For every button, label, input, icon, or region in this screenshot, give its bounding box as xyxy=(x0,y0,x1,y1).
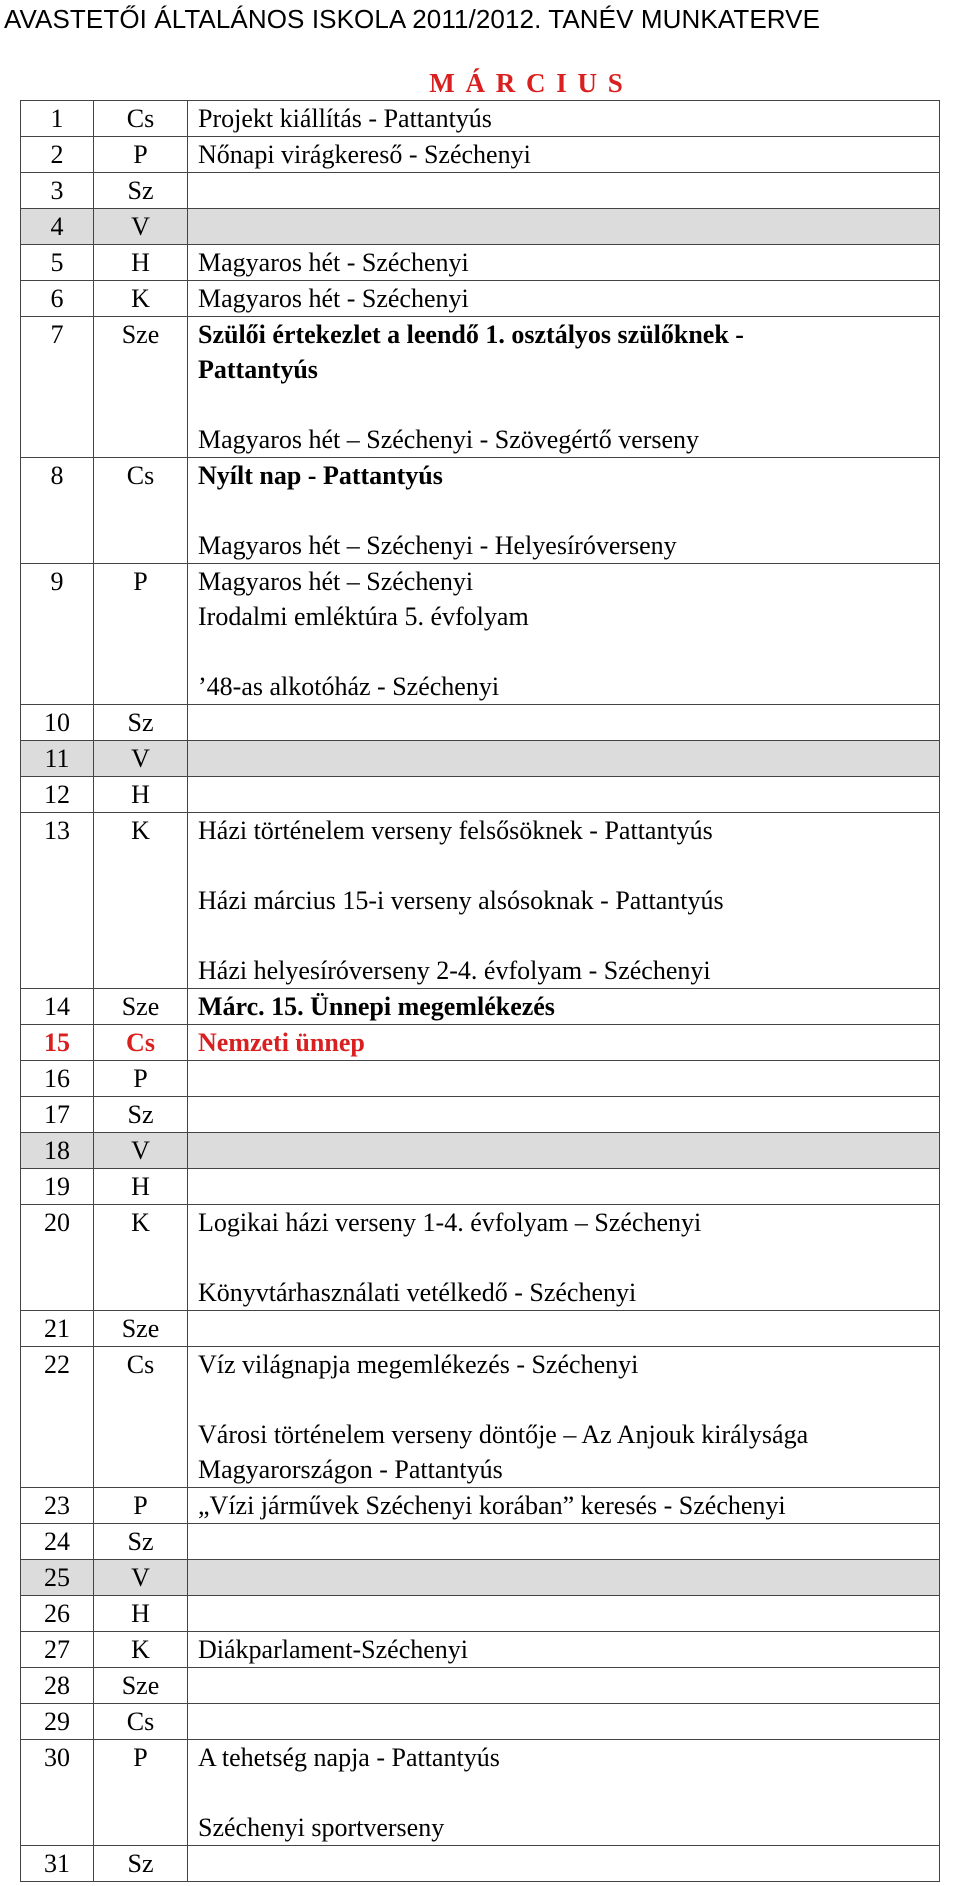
event-line: Házi helyesíróverseny 2-4. évfolyam - Széchenyi xyxy=(198,956,711,985)
table-row xyxy=(21,173,940,209)
events-cell xyxy=(188,209,940,245)
day-number: 16 xyxy=(21,1061,94,1097)
event-line: Házi március 15-i verseny alsósoknak - Pattantyús xyxy=(198,886,724,915)
events-cell xyxy=(188,1846,940,1882)
event-line: Városi történelem verseny döntője – Az Anjouk királysága xyxy=(198,1420,809,1449)
events-cell xyxy=(188,1560,940,1596)
weekday: H xyxy=(94,1169,188,1205)
weekday: P xyxy=(94,1488,188,1524)
document-header: AVASTETŐI ÁLTALÁNOS ISKOLA 2011/2012. TANÉV MUNKATERVE xyxy=(4,4,821,34)
events-cell xyxy=(188,245,940,281)
events-cell xyxy=(188,1740,940,1846)
day-number: 5 xyxy=(21,245,94,281)
event-line: Magyaros hét – Széchenyi - Helyesíróverseny xyxy=(198,531,677,560)
events-cell xyxy=(188,281,940,317)
events-cell xyxy=(188,1061,940,1097)
event-line: Magyaros hét - Széchenyi xyxy=(198,248,469,277)
day-number: 13 xyxy=(21,813,94,989)
day-number: 22 xyxy=(21,1347,94,1488)
event-line: Márc. 15. Ünnepi megemlékezés xyxy=(198,992,555,1021)
weekday: Sze xyxy=(94,989,188,1025)
weekday: V xyxy=(94,1133,188,1169)
event-line: Házi történelem verseny felsősöknek - Pattantyús xyxy=(198,816,713,845)
events-cell xyxy=(188,1169,940,1205)
event-line: Magyaros hét – Széchenyi xyxy=(198,567,474,596)
weekday: Sz xyxy=(94,1846,188,1882)
weekday: Cs xyxy=(94,458,188,564)
day-number: 19 xyxy=(21,1169,94,1205)
event-line: Pattantyús xyxy=(198,355,318,384)
weekday: Cs xyxy=(94,1347,188,1488)
day-number: 12 xyxy=(21,777,94,813)
event-line: Projekt kiállítás - Pattantyús xyxy=(198,104,492,133)
events-cell xyxy=(188,989,940,1025)
day-number: 30 xyxy=(21,1740,94,1846)
event-line: Nyílt nap - Pattantyús xyxy=(198,461,443,490)
events-cell xyxy=(188,705,940,741)
day-number: 7 xyxy=(21,317,94,458)
weekday: P xyxy=(94,564,188,705)
weekday: V xyxy=(94,741,188,777)
event-line: Magyaros hét – Széchenyi - Szövegértő verseny xyxy=(198,425,700,454)
weekday: Sz xyxy=(94,1524,188,1560)
events-cell xyxy=(188,1632,940,1668)
weekday: H xyxy=(94,1596,188,1632)
day-number: 25 xyxy=(21,1560,94,1596)
table-row xyxy=(21,1524,940,1560)
weekday: K xyxy=(94,1632,188,1668)
event-line: Szülői értekezlet a leendő 1. osztályos szülőknek - xyxy=(198,320,744,349)
weekday: H xyxy=(94,245,188,281)
table-row xyxy=(21,1488,940,1524)
table-row xyxy=(21,564,940,705)
weekday: H xyxy=(94,777,188,813)
day-number: 9 xyxy=(21,564,94,705)
event-line: Nőnapi virágkereső - Széchenyi xyxy=(198,140,531,169)
day-number: 3 xyxy=(21,173,94,209)
events-cell xyxy=(188,1347,940,1488)
events-cell xyxy=(188,777,940,813)
table-row xyxy=(21,1596,940,1632)
day-number: 31 xyxy=(21,1846,94,1882)
events-cell xyxy=(188,564,940,705)
weekday: Sz xyxy=(94,173,188,209)
weekday: Sze xyxy=(94,1668,188,1704)
day-number: 23 xyxy=(21,1488,94,1524)
event-line: Diákparlament-Széchenyi xyxy=(198,1635,468,1664)
events-cell xyxy=(188,101,940,137)
table-row xyxy=(21,1347,940,1488)
table-row xyxy=(21,1632,940,1668)
event-line: Könyvtárhasználati vetélkedő - Széchenyi xyxy=(198,1278,637,1307)
table-row xyxy=(21,1025,940,1061)
table-row xyxy=(21,245,940,281)
event-line: Magyaros hét - Széchenyi xyxy=(198,284,469,313)
table-row xyxy=(21,1311,940,1347)
table-row xyxy=(21,1097,940,1133)
day-number: 1 xyxy=(21,101,94,137)
event-line: „Vízi járművek Széchenyi korában” keresés - Széchenyi xyxy=(198,1491,786,1520)
event-line: Magyarországon - Pattantyús xyxy=(198,1455,503,1484)
events-cell xyxy=(188,813,940,989)
events-cell xyxy=(188,1025,940,1061)
events-cell xyxy=(188,1133,940,1169)
events-cell xyxy=(188,1704,940,1740)
events-cell xyxy=(188,1488,940,1524)
table-row xyxy=(21,813,940,989)
table-row xyxy=(21,101,940,137)
day-number: 14 xyxy=(21,989,94,1025)
table-row xyxy=(21,1061,940,1097)
weekday: V xyxy=(94,1560,188,1596)
table-row xyxy=(21,317,940,458)
day-number: 20 xyxy=(21,1205,94,1311)
day-number: 11 xyxy=(21,741,94,777)
weekday: K xyxy=(94,813,188,989)
event-line: Nemzeti ünnep xyxy=(198,1028,365,1057)
weekday: V xyxy=(94,209,188,245)
day-number: 18 xyxy=(21,1133,94,1169)
events-cell xyxy=(188,317,940,458)
day-number: 21 xyxy=(21,1311,94,1347)
table-row xyxy=(21,1169,940,1205)
table-row xyxy=(21,1205,940,1311)
event-line: Logikai házi verseny 1-4. évfolyam – Széchenyi xyxy=(198,1208,702,1237)
table-row xyxy=(21,209,940,245)
weekday: Cs xyxy=(94,1025,188,1061)
day-number: 10 xyxy=(21,705,94,741)
weekday: Sz xyxy=(94,705,188,741)
schedule-table xyxy=(20,100,940,1882)
table-row xyxy=(21,741,940,777)
day-number: 27 xyxy=(21,1632,94,1668)
table-row xyxy=(21,1704,940,1740)
events-cell xyxy=(188,1311,940,1347)
events-cell xyxy=(188,1596,940,1632)
table-row xyxy=(21,137,940,173)
table-row xyxy=(21,1740,940,1846)
event-line: A tehetség napja - Pattantyús xyxy=(198,1743,500,1772)
weekday: K xyxy=(94,281,188,317)
weekday: Cs xyxy=(94,101,188,137)
weekday: Sze xyxy=(94,317,188,458)
table-row xyxy=(21,989,940,1025)
events-cell xyxy=(188,741,940,777)
event-line: Irodalmi emléktúra 5. évfolyam xyxy=(198,602,529,631)
events-cell xyxy=(188,458,940,564)
events-cell xyxy=(188,137,940,173)
day-number: 28 xyxy=(21,1668,94,1704)
day-number: 2 xyxy=(21,137,94,173)
table-row xyxy=(21,1846,940,1882)
table-row xyxy=(21,777,940,813)
weekday: Sze xyxy=(94,1311,188,1347)
weekday: Cs xyxy=(94,1704,188,1740)
month-title: M Á R C I U S xyxy=(429,68,625,98)
day-number: 15 xyxy=(21,1025,94,1061)
weekday: P xyxy=(94,1740,188,1846)
events-cell xyxy=(188,1668,940,1704)
weekday: Sz xyxy=(94,1097,188,1133)
table-row xyxy=(21,705,940,741)
events-cell xyxy=(188,1097,940,1133)
weekday: P xyxy=(94,137,188,173)
event-line: ’48-as alkotóház - Széchenyi xyxy=(198,672,500,701)
day-number: 4 xyxy=(21,209,94,245)
events-cell xyxy=(188,1205,940,1311)
events-cell xyxy=(188,1524,940,1560)
day-number: 8 xyxy=(21,458,94,564)
day-number: 6 xyxy=(21,281,94,317)
table-row xyxy=(21,1560,940,1596)
weekday: P xyxy=(94,1061,188,1097)
event-line: Széchenyi sportverseny xyxy=(198,1813,445,1842)
table-row xyxy=(21,1133,940,1169)
day-number: 24 xyxy=(21,1524,94,1560)
event-line: Víz világnapja megemlékezés - Széchenyi xyxy=(198,1350,639,1379)
day-number: 17 xyxy=(21,1097,94,1133)
weekday: K xyxy=(94,1205,188,1311)
day-number: 29 xyxy=(21,1704,94,1740)
table-row xyxy=(21,458,940,564)
table-row xyxy=(21,1668,940,1704)
day-number: 26 xyxy=(21,1596,94,1632)
events-cell xyxy=(188,173,940,209)
table-row xyxy=(21,281,940,317)
